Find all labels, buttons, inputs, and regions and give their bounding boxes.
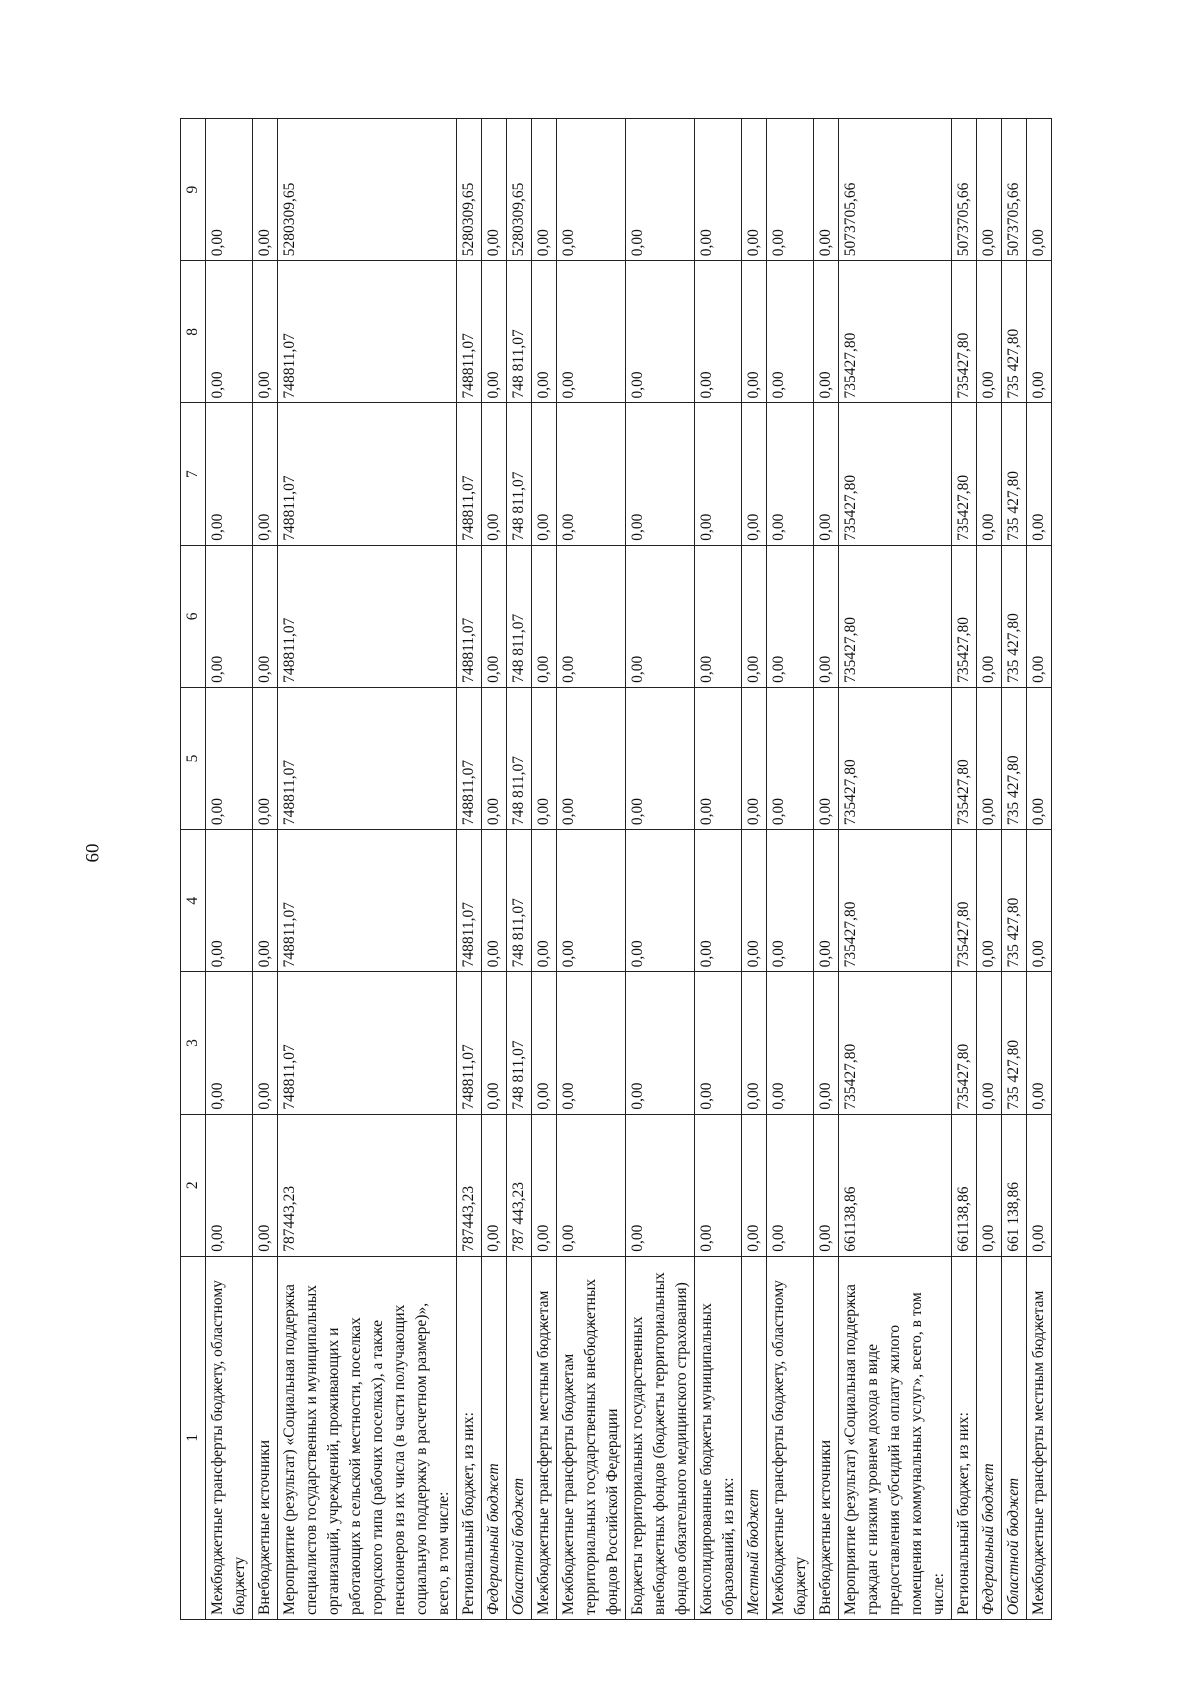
value-cell: 0,00 (206, 1114, 253, 1256)
table-row (695, 119, 742, 1620)
column-number-row (181, 119, 206, 1620)
value-cell: 0,00 (742, 830, 767, 972)
value-cell: 0,00 (742, 545, 767, 687)
value-cell: 0,00 (482, 119, 507, 261)
row-label: Межбюджетные трансферты местным бюджетам (532, 1256, 557, 1619)
value-cell: 0,00 (977, 830, 1002, 972)
table-row (742, 119, 767, 1620)
column-header-3: 3 (181, 972, 206, 1114)
value-cell: 0,00 (767, 687, 814, 829)
value-cell: 0,00 (977, 687, 1002, 829)
table-row (206, 119, 253, 1620)
value-cell: 735427,80 (952, 403, 977, 545)
value-cell: 0,00 (695, 972, 742, 1114)
value-cell: 0,00 (557, 545, 626, 687)
value-cell: 0,00 (626, 119, 695, 261)
budget-table (180, 118, 1052, 1620)
row-label: Федеральный бюджет (977, 1256, 1002, 1619)
value-cell: 0,00 (482, 972, 507, 1114)
value-cell: 748811,07 (278, 261, 457, 403)
value-cell: 0,00 (206, 972, 253, 1114)
value-cell: 0,00 (206, 261, 253, 403)
value-cell: 0,00 (977, 972, 1002, 1114)
value-cell: 0,00 (626, 545, 695, 687)
value-cell: 0,00 (1027, 545, 1052, 687)
table-row (557, 119, 626, 1620)
value-cell: 735 427,80 (1002, 545, 1027, 687)
value-cell: 661138,86 (839, 1114, 952, 1256)
value-cell: 735427,80 (839, 545, 952, 687)
value-cell: 0,00 (557, 119, 626, 261)
value-cell: 787 443,23 (507, 1114, 532, 1256)
table-body (206, 119, 1052, 1620)
value-cell: 0,00 (767, 545, 814, 687)
value-cell: 0,00 (977, 545, 1002, 687)
value-cell: 735427,80 (839, 830, 952, 972)
row-label: Межбюджетные трансферты бюджету, областному бюджету (206, 1256, 253, 1619)
value-cell: 0,00 (695, 403, 742, 545)
value-cell: 748811,07 (457, 830, 482, 972)
value-cell: 0,00 (253, 687, 278, 829)
value-cell: 748811,07 (278, 403, 457, 545)
value-cell: 0,00 (482, 545, 507, 687)
value-cell: 661138,86 (952, 1114, 977, 1256)
value-cell: 0,00 (695, 545, 742, 687)
value-cell: 735427,80 (839, 261, 952, 403)
value-cell: 0,00 (814, 119, 839, 261)
table-row (626, 119, 695, 1620)
value-cell: 0,00 (532, 403, 557, 545)
value-cell: 748811,07 (457, 403, 482, 545)
table-row (457, 119, 482, 1620)
column-header-5: 5 (181, 687, 206, 829)
row-label: Бюджеты территориальных государственных внебюджетных фондов (бюджеты территориальных фондов обязательного медицинского страхования) (626, 1256, 695, 1619)
value-cell: 0,00 (814, 261, 839, 403)
value-cell: 0,00 (532, 687, 557, 829)
value-cell: 0,00 (206, 687, 253, 829)
value-cell: 5073705,66 (952, 119, 977, 261)
value-cell: 0,00 (1027, 403, 1052, 545)
value-cell: 735427,80 (952, 261, 977, 403)
value-cell: 0,00 (814, 1114, 839, 1256)
table-row (253, 119, 278, 1620)
value-cell: 748 811,07 (507, 687, 532, 829)
value-cell: 735427,80 (839, 403, 952, 545)
value-cell: 0,00 (532, 545, 557, 687)
row-label: Консолидированные бюджеты муниципальных образований, из них: (695, 1256, 742, 1619)
value-cell: 0,00 (767, 119, 814, 261)
value-cell: 0,00 (482, 261, 507, 403)
value-cell: 748 811,07 (507, 972, 532, 1114)
value-cell: 0,00 (1027, 1114, 1052, 1256)
value-cell: 735427,80 (952, 687, 977, 829)
value-cell: 0,00 (206, 119, 253, 261)
table-row (952, 119, 977, 1620)
value-cell: 0,00 (557, 972, 626, 1114)
row-label: Областной бюджет (507, 1256, 532, 1619)
value-cell: 0,00 (742, 972, 767, 1114)
value-cell: 0,00 (557, 1114, 626, 1256)
value-cell: 0,00 (626, 687, 695, 829)
value-cell: 0,00 (814, 972, 839, 1114)
value-cell: 735427,80 (839, 687, 952, 829)
table-row (482, 119, 507, 1620)
column-header-2: 2 (181, 1114, 206, 1256)
value-cell: 0,00 (482, 687, 507, 829)
table-row (278, 119, 457, 1620)
value-cell: 0,00 (557, 403, 626, 545)
value-cell: 0,00 (206, 830, 253, 972)
value-cell: 0,00 (532, 119, 557, 261)
row-label: Межбюджетные трансферты бюджетам территориальных государственных внебюджетных фондов Российской Федерации (557, 1256, 626, 1619)
value-cell: 735 427,80 (1002, 830, 1027, 972)
value-cell: 0,00 (532, 261, 557, 403)
column-header-6: 6 (181, 545, 206, 687)
value-cell: 0,00 (742, 687, 767, 829)
value-cell: 5280309,65 (507, 119, 532, 261)
value-cell: 0,00 (206, 545, 253, 687)
value-cell: 0,00 (767, 1114, 814, 1256)
value-cell: 0,00 (767, 830, 814, 972)
value-cell: 0,00 (532, 972, 557, 1114)
value-cell: 0,00 (1027, 261, 1052, 403)
value-cell: 5073705,66 (839, 119, 952, 261)
value-cell: 735 427,80 (1002, 261, 1027, 403)
value-cell: 0,00 (977, 403, 1002, 545)
value-cell: 0,00 (253, 403, 278, 545)
value-cell: 0,00 (482, 830, 507, 972)
value-cell: 735427,80 (952, 830, 977, 972)
row-label: Мероприятие (результат) «Социальная поддержка специалистов государственных и муниципальных организаций, учреждений, проживающих и работающих в сельской местности, поселках городского типа (рабочих поселках), а также пенсионеров из их числа (в части получающих социальную поддержку в расчетном размере)», всего, в том числе: (278, 1256, 457, 1619)
value-cell: 0,00 (253, 972, 278, 1114)
value-cell: 0,00 (557, 687, 626, 829)
value-cell: 0,00 (1027, 119, 1052, 261)
column-header-7: 7 (181, 403, 206, 545)
value-cell: 0,00 (814, 403, 839, 545)
column-header-1: 1 (181, 1256, 206, 1619)
value-cell: 5280309,65 (457, 119, 482, 261)
row-label: Внебюджетные источники (814, 1256, 839, 1619)
table-row (507, 119, 532, 1620)
value-cell: 748811,07 (278, 972, 457, 1114)
value-cell: 0,00 (814, 545, 839, 687)
value-cell: 0,00 (626, 403, 695, 545)
row-label: Мероприятие (результат) «Социальная поддержка граждан с низким уровнем дохода в виде предоставления субсидий на оплату жилого помещения и коммунальных услуг», всего, в том числе: (839, 1256, 952, 1619)
table-row (532, 119, 557, 1620)
row-label: Внебюджетные источники (253, 1256, 278, 1619)
value-cell: 0,00 (1027, 687, 1052, 829)
value-cell: 735427,80 (839, 972, 952, 1114)
table-row (767, 119, 814, 1620)
value-cell: 0,00 (814, 830, 839, 972)
value-cell: 661 138,86 (1002, 1114, 1027, 1256)
value-cell: 787443,23 (457, 1114, 482, 1256)
row-label: Межбюджетные трансферты бюджету, областному бюджету (767, 1256, 814, 1619)
value-cell: 748 811,07 (507, 403, 532, 545)
value-cell: 748811,07 (457, 687, 482, 829)
table-row (839, 119, 952, 1620)
rotated-table-container (180, 120, 1130, 1620)
value-cell: 748811,07 (457, 972, 482, 1114)
value-cell: 735 427,80 (1002, 972, 1027, 1114)
value-cell: 0,00 (767, 261, 814, 403)
value-cell: 0,00 (482, 403, 507, 545)
value-cell: 0,00 (206, 403, 253, 545)
value-cell: 0,00 (532, 830, 557, 972)
table-row (814, 119, 839, 1620)
value-cell: 748 811,07 (507, 261, 532, 403)
column-header-4: 4 (181, 830, 206, 972)
value-cell: 0,00 (557, 830, 626, 972)
value-cell: 0,00 (253, 1114, 278, 1256)
value-cell: 0,00 (626, 1114, 695, 1256)
value-cell: 748811,07 (278, 687, 457, 829)
value-cell: 0,00 (695, 261, 742, 403)
column-header-9: 9 (181, 119, 206, 261)
value-cell: 0,00 (742, 261, 767, 403)
value-cell: 5280309,65 (278, 119, 457, 261)
value-cell: 0,00 (695, 830, 742, 972)
table-row (977, 119, 1002, 1620)
value-cell: 0,00 (814, 687, 839, 829)
value-cell: 0,00 (742, 403, 767, 545)
value-cell: 5073705,66 (1002, 119, 1027, 261)
page-number: 60 (82, 843, 104, 863)
value-cell: 0,00 (767, 403, 814, 545)
value-cell: 0,00 (977, 261, 1002, 403)
value-cell: 748811,07 (278, 830, 457, 972)
value-cell: 0,00 (253, 830, 278, 972)
value-cell: 0,00 (626, 972, 695, 1114)
value-cell: 735427,80 (952, 972, 977, 1114)
row-label: Федеральный бюджет (482, 1256, 507, 1619)
value-cell: 0,00 (742, 119, 767, 261)
value-cell: 748811,07 (457, 261, 482, 403)
row-label: Местный бюджет (742, 1256, 767, 1619)
value-cell: 0,00 (626, 830, 695, 972)
value-cell: 787443,23 (278, 1114, 457, 1256)
value-cell: 0,00 (742, 1114, 767, 1256)
column-header-8: 8 (181, 261, 206, 403)
value-cell: 0,00 (626, 261, 695, 403)
value-cell: 0,00 (253, 545, 278, 687)
value-cell: 0,00 (253, 119, 278, 261)
value-cell: 0,00 (253, 261, 278, 403)
row-label: Региональный бюджет, из них: (952, 1256, 977, 1619)
value-cell: 748 811,07 (507, 545, 532, 687)
table-row (1002, 119, 1027, 1620)
value-cell: 0,00 (695, 119, 742, 261)
value-cell: 0,00 (557, 261, 626, 403)
row-label: Региональный бюджет, из них: (457, 1256, 482, 1619)
value-cell: 0,00 (767, 972, 814, 1114)
table-row (1027, 119, 1052, 1620)
row-label: Областной бюджет (1002, 1256, 1027, 1619)
value-cell: 0,00 (695, 1114, 742, 1256)
value-cell: 0,00 (695, 687, 742, 829)
value-cell: 0,00 (1027, 830, 1052, 972)
value-cell: 748 811,07 (507, 830, 532, 972)
value-cell: 0,00 (977, 1114, 1002, 1256)
value-cell: 0,00 (977, 119, 1002, 261)
value-cell: 735427,80 (952, 545, 977, 687)
value-cell: 0,00 (1027, 972, 1052, 1114)
value-cell: 748811,07 (457, 545, 482, 687)
value-cell: 735 427,80 (1002, 403, 1027, 545)
value-cell: 735 427,80 (1002, 687, 1027, 829)
value-cell: 748811,07 (278, 545, 457, 687)
value-cell: 0,00 (532, 1114, 557, 1256)
row-label: Межбюджетные трансферты местным бюджетам (1027, 1256, 1052, 1619)
value-cell: 0,00 (482, 1114, 507, 1256)
